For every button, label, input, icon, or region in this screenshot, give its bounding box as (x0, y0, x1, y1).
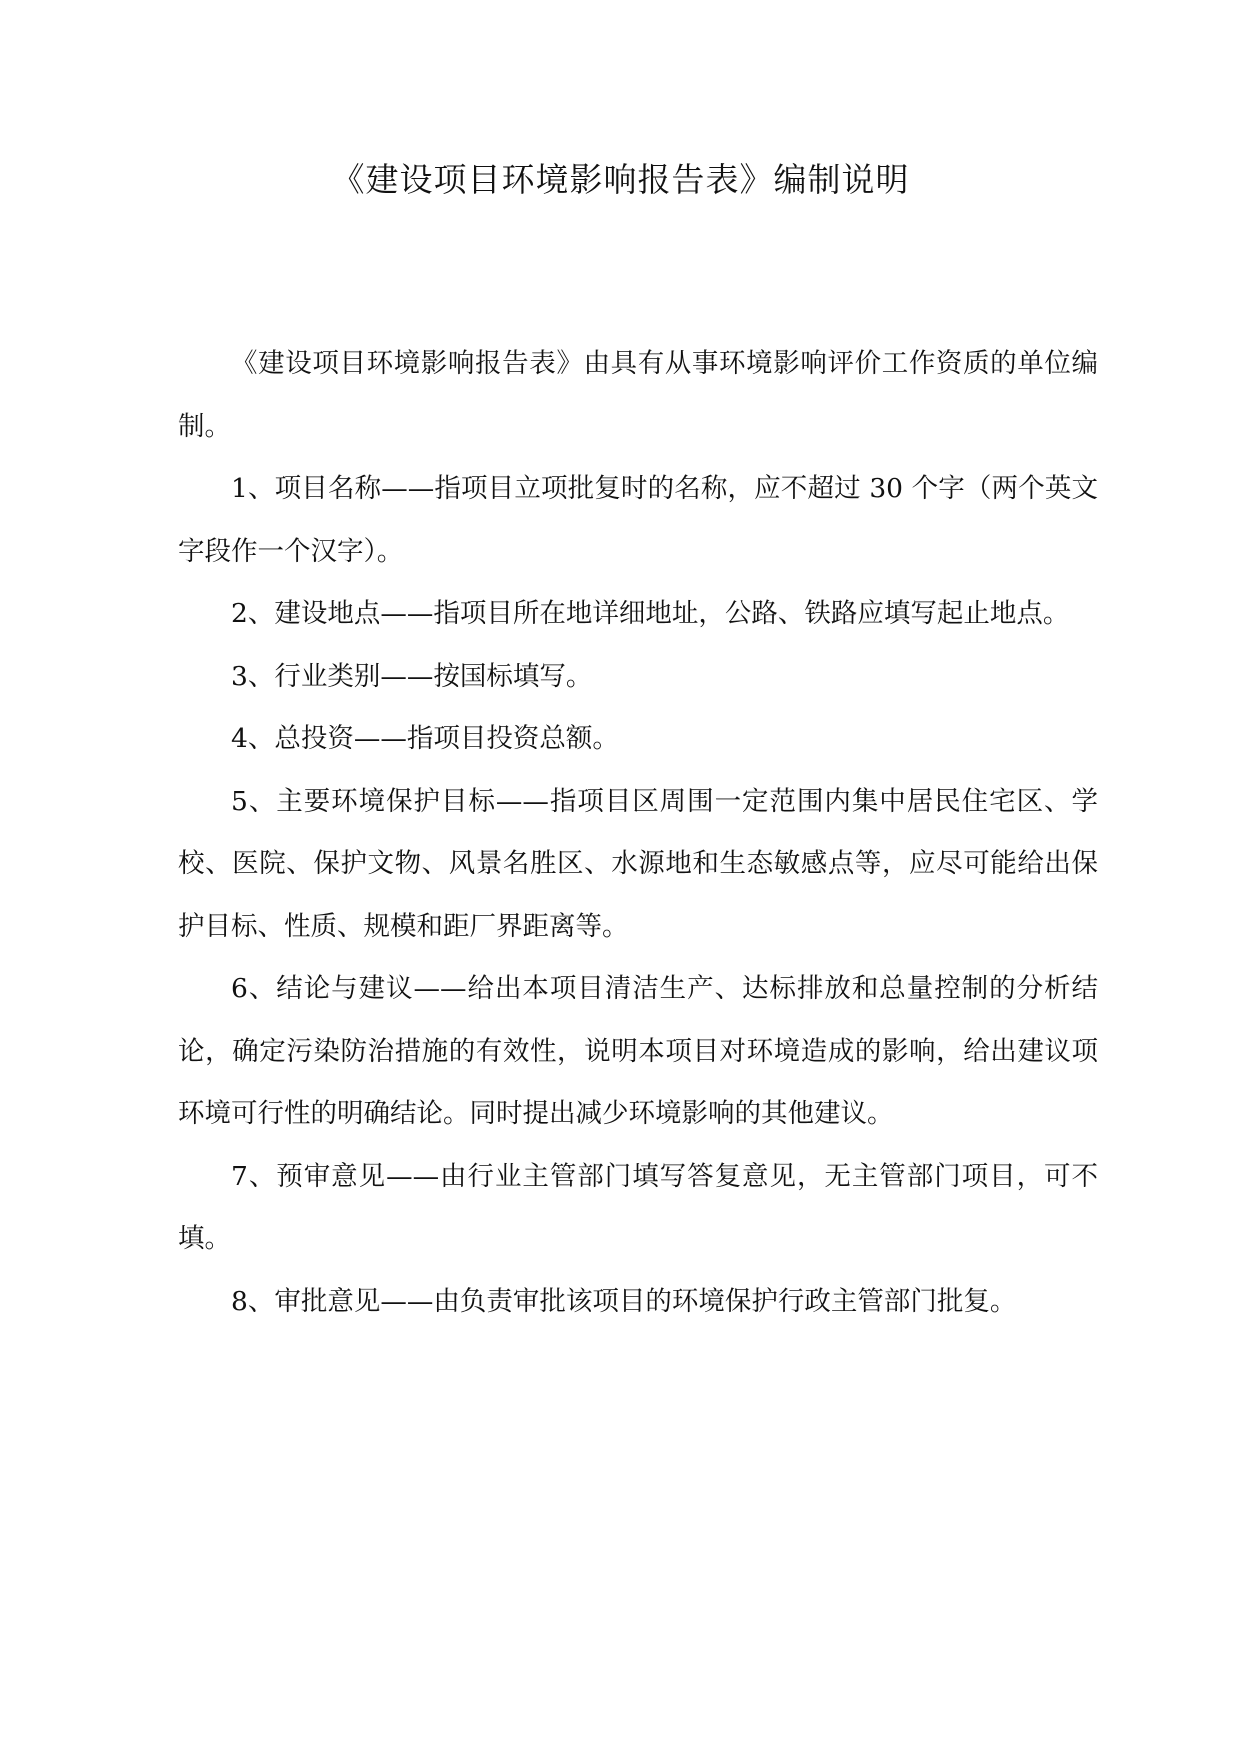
document-title: 《建设项目环境影响报告表》编制说明 (331, 160, 910, 199)
item-industry-category: 3、行业类别——按国标填写。 (231, 660, 593, 692)
item-construction-site: 2、建设地点——指项目所在地详细地址，公路、铁路应填写起止地点。 (231, 598, 1070, 629)
document-body (178, 333, 1098, 1333)
item-pre-review-opinion: 7、预审意见——由行业主管部门填写答复意见，无主管部门项目，可不填。 (178, 1160, 1098, 1254)
item-project-name: 1、项目名称——指项目立项批复时的名称，应不超过 30 个字（两个英文字段作一个汉字）。 (178, 473, 1098, 567)
item-approval-opinion: 8、审批意见——由负责审批该项目的环境保护行政主管部门批复。 (231, 1285, 1017, 1317)
intro-paragraph: 《建设项目环境影响报告表》由具有从事环境影响评价工作资质的单位编制。 (178, 348, 1098, 442)
item-conclusions: 6、结论与建议——给出本项目清洁生产、达标排放和总量控制的分析结论，确定污染防治措施的有效性，说明本项目对环境造成的影响，给出建议项环境可行性的明确结论。同时提出减少环境影响的其他建议。 (178, 973, 1098, 1129)
item-protection-targets: 5、主要环境保护目标——指项目区周围一定范围内集中居民住宅区、学校、医院、保护文物、风景名胜区、水源地和生态敏感点等，应尽可能给出保护目标、性质、规模和距厂界距离等。 (178, 785, 1098, 942)
item-total-investment: 4、总投资——指项目投资总额。 (231, 723, 619, 754)
